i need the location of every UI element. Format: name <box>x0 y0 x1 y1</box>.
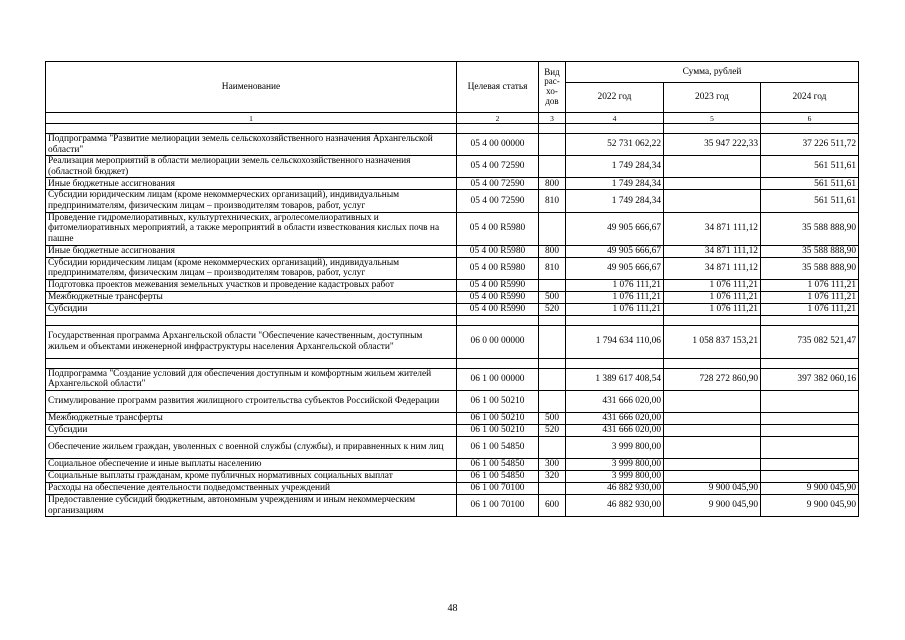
cell-vid: 600 <box>539 494 566 516</box>
cell-2022: 52 731 062,22 <box>566 134 664 156</box>
header-vid-line: хо- <box>546 86 558 96</box>
cell-vid <box>539 436 566 458</box>
cell-2022: 1 749 284,34 <box>566 190 664 212</box>
cell-2023: 34 871 111,12 <box>664 257 761 279</box>
table-row <box>46 291 859 303</box>
cell-target: 06 1 00 54850 <box>457 470 539 482</box>
cell-name: Иные бюджетные ассигнования <box>46 245 457 257</box>
cell-name: Расходы на обеспечение деятельности подведомственных учреждений <box>46 482 457 494</box>
cell-2023: 9 900 045,90 <box>664 494 761 516</box>
cell-vid: 520 <box>539 424 566 436</box>
spacer-cell <box>457 358 539 368</box>
table-row <box>46 412 859 424</box>
cell-name: Реализация мероприятий в области мелиорации земель сельскохозяйственного назначения (областной бюджет) <box>46 156 457 178</box>
cell-name: Подпрограмма "Создание условий для обеспечения доступным и комфортным жильем жителей Архангельской области" <box>46 368 457 390</box>
cell-2024 <box>761 436 859 458</box>
spacer-row <box>46 124 859 134</box>
spacer-cell <box>457 124 539 134</box>
cell-2024: 35 588 888,90 <box>761 212 859 245</box>
cell-target: 05 4 00 72590 <box>457 156 539 178</box>
spacer-cell <box>761 358 859 368</box>
cell-2023 <box>664 156 761 178</box>
cell-vid <box>539 134 566 156</box>
cell-2022: 1 749 284,34 <box>566 178 664 190</box>
cell-2024 <box>761 458 859 470</box>
cell-vid: 500 <box>539 291 566 303</box>
cell-2023 <box>664 470 761 482</box>
cell-name: Межбюджетные трансферты <box>46 291 457 303</box>
cell-2022: 1 076 111,21 <box>566 279 664 291</box>
spacer-row <box>46 358 859 368</box>
table-body <box>46 124 859 517</box>
spacer-cell <box>664 124 761 134</box>
column-number: 6 <box>761 113 859 124</box>
cell-2023: 728 272 860,90 <box>664 368 761 390</box>
spacer-cell <box>761 315 859 325</box>
cell-name: Предоставление субсидий бюджетным, автономным учреждениям и иным некоммерческим организациям <box>46 494 457 516</box>
table-row <box>46 436 859 458</box>
cell-2023 <box>664 424 761 436</box>
cell-2023: 34 871 111,12 <box>664 212 761 245</box>
cell-2023 <box>664 436 761 458</box>
cell-2023 <box>664 458 761 470</box>
header-year-2023: 2023 год <box>664 83 761 113</box>
cell-name: Субсидии юридическим лицам (кроме некоммерческих организаций), индивидуальным предпринимателям, физическим лицам – производителям товаров, работ, услуг <box>46 190 457 212</box>
cell-name: Подпрограмма "Развитие мелиорации земель сельскохозяйственного назначения Архангельской области" <box>46 134 457 156</box>
table-row <box>46 257 859 279</box>
cell-vid <box>539 279 566 291</box>
spacer-cell <box>566 124 664 134</box>
cell-target: 06 1 00 00000 <box>457 368 539 390</box>
header-vid-line: рас- <box>544 76 560 87</box>
cell-2022: 1 794 634 110,06 <box>566 325 664 358</box>
spacer-cell <box>566 315 664 325</box>
cell-vid: 300 <box>539 458 566 470</box>
spacer-cell <box>566 358 664 368</box>
cell-2023 <box>664 390 761 412</box>
table-row <box>46 178 859 190</box>
column-number: 5 <box>664 113 761 124</box>
cell-2024: 1 076 111,21 <box>761 303 859 315</box>
cell-2024: 1 076 111,21 <box>761 291 859 303</box>
cell-2024: 735 082 521,47 <box>761 325 859 358</box>
cell-2024 <box>761 412 859 424</box>
cell-2023: 1 058 837 153,21 <box>664 325 761 358</box>
cell-vid: 320 <box>539 470 566 482</box>
cell-2022: 431 666 020,00 <box>566 412 664 424</box>
cell-target: 06 0 00 00000 <box>457 325 539 358</box>
cell-vid: 500 <box>539 412 566 424</box>
cell-2022: 49 905 666,67 <box>566 245 664 257</box>
cell-target: 05 4 00 R5990 <box>457 279 539 291</box>
section-row <box>46 325 859 358</box>
spacer-cell <box>539 124 566 134</box>
cell-2024: 35 588 888,90 <box>761 245 859 257</box>
cell-2024: 9 900 045,90 <box>761 482 859 494</box>
cell-2024: 561 511,61 <box>761 178 859 190</box>
cell-vid <box>539 390 566 412</box>
cell-2022: 49 905 666,67 <box>566 257 664 279</box>
cell-name: Стимулирование программ развития жилищного строительства субъектов Российской Федерации <box>46 390 457 412</box>
cell-2023: 1 076 111,21 <box>664 303 761 315</box>
cell-target: 05 4 00 R5980 <box>457 212 539 245</box>
cell-2023: 35 947 222,33 <box>664 134 761 156</box>
header-vid <box>539 62 566 113</box>
header-sum: Сумма, рублей <box>566 62 859 83</box>
column-number: 4 <box>566 113 664 124</box>
header-target: Целевая статья <box>457 62 539 113</box>
cell-target: 05 4 00 72590 <box>457 178 539 190</box>
table-row <box>46 470 859 482</box>
cell-target: 06 1 00 50210 <box>457 412 539 424</box>
cell-vid <box>539 368 566 390</box>
cell-name: Государственная программа Архангельской области "Обеспечение качественным, доступным жильем и объектами инженерной инфраструктуры населения Архангельской области" <box>46 325 457 358</box>
cell-2022: 46 882 930,00 <box>566 482 664 494</box>
cell-2022: 1 389 617 408,54 <box>566 368 664 390</box>
cell-2024: 35 588 888,90 <box>761 257 859 279</box>
cell-2023: 1 076 111,21 <box>664 291 761 303</box>
cell-2022: 1 749 284,34 <box>566 156 664 178</box>
cell-name: Проведение гидромелиоративных, культуртехнических, агролесомелиоративных и фитомелиоративных мероприятий, а также мероприятий в области известкования кислых почв на пашне <box>46 212 457 245</box>
column-number: 2 <box>457 113 539 124</box>
header-year-2024: 2024 год <box>761 83 859 113</box>
cell-target: 05 4 00 R5980 <box>457 257 539 279</box>
cell-vid: 800 <box>539 245 566 257</box>
cell-2024: 37 226 511,72 <box>761 134 859 156</box>
cell-name: Субсидии <box>46 303 457 315</box>
table-row <box>46 303 859 315</box>
cell-target: 05 4 00 R5990 <box>457 291 539 303</box>
cell-name: Подготовка проектов межевания земельных участков и проведение кадастровых работ <box>46 279 457 291</box>
cell-2022: 46 882 930,00 <box>566 494 664 516</box>
spacer-cell <box>664 315 761 325</box>
section-row <box>46 134 859 156</box>
cell-vid: 800 <box>539 178 566 190</box>
spacer-cell <box>539 358 566 368</box>
cell-2024: 561 511,61 <box>761 190 859 212</box>
cell-2023 <box>664 178 761 190</box>
cell-vid <box>539 212 566 245</box>
cell-2022: 1 076 111,21 <box>566 303 664 315</box>
table-row <box>46 156 859 178</box>
cell-vid: 520 <box>539 303 566 315</box>
cell-2024: 561 511,61 <box>761 156 859 178</box>
cell-vid: 810 <box>539 190 566 212</box>
cell-target: 06 1 00 54850 <box>457 458 539 470</box>
cell-vid <box>539 156 566 178</box>
cell-target: 06 1 00 70100 <box>457 482 539 494</box>
cell-target: 06 1 00 50210 <box>457 390 539 412</box>
cell-vid: 810 <box>539 257 566 279</box>
cell-2024 <box>761 470 859 482</box>
table-row <box>46 212 859 245</box>
cell-target: 05 4 00 R5980 <box>457 245 539 257</box>
table-row <box>46 245 859 257</box>
section-row <box>46 368 859 390</box>
cell-name: Социальное обеспечение и иные выплаты населению <box>46 458 457 470</box>
cell-2023 <box>664 412 761 424</box>
header-vid-line: Вид <box>544 66 560 77</box>
cell-target: 06 1 00 50210 <box>457 424 539 436</box>
cell-2023 <box>664 190 761 212</box>
table-row <box>46 458 859 470</box>
cell-2024 <box>761 390 859 412</box>
header-year-2022: 2022 год <box>566 83 664 113</box>
cell-2022: 431 666 020,00 <box>566 390 664 412</box>
spacer-cell <box>46 124 457 134</box>
spacer-cell <box>664 358 761 368</box>
cell-target: 06 1 00 54850 <box>457 436 539 458</box>
table-row <box>46 279 859 291</box>
cell-name: Субсидии юридическим лицам (кроме некоммерческих организаций), индивидуальным предпринимателям, физическим лицам – производителям товаров, работ, услуг <box>46 257 457 279</box>
spacer-cell <box>457 315 539 325</box>
cell-2022: 431 666 020,00 <box>566 424 664 436</box>
cell-2022: 49 905 666,67 <box>566 212 664 245</box>
spacer-cell <box>46 315 457 325</box>
spacer-row <box>46 315 859 325</box>
spacer-cell <box>46 358 457 368</box>
cell-2024: 1 076 111,21 <box>761 279 859 291</box>
spacer-cell <box>539 315 566 325</box>
cell-2024: 9 900 045,90 <box>761 494 859 516</box>
page-number: 48 <box>447 603 458 614</box>
cell-target: 05 4 00 R5990 <box>457 303 539 315</box>
cell-2022: 3 999 800,00 <box>566 458 664 470</box>
cell-2023: 1 076 111,21 <box>664 279 761 291</box>
cell-2023: 34 871 111,12 <box>664 245 761 257</box>
cell-2023: 9 900 045,90 <box>664 482 761 494</box>
cell-target: 05 4 00 00000 <box>457 134 539 156</box>
column-number: 3 <box>539 113 566 124</box>
cell-target: 05 4 00 72590 <box>457 190 539 212</box>
table-row <box>46 494 859 516</box>
header-name: Наименование <box>46 62 457 113</box>
table-row <box>46 390 859 412</box>
cell-target: 06 1 00 70100 <box>457 494 539 516</box>
table-row <box>46 190 859 212</box>
cell-vid <box>539 325 566 358</box>
header-vid-line: дов <box>545 95 559 106</box>
cell-name: Иные бюджетные ассигнования <box>46 178 457 190</box>
budget-table <box>45 61 859 517</box>
column-number: 1 <box>46 113 457 124</box>
cell-vid <box>539 482 566 494</box>
cell-name: Обеспечение жильем граждан, уволенных с военной службы (службы), и приравненных к ним лиц <box>46 436 457 458</box>
table-row <box>46 424 859 436</box>
table-header <box>46 62 859 124</box>
table-row <box>46 482 859 494</box>
cell-2022: 1 076 111,21 <box>566 291 664 303</box>
cell-2022: 3 999 800,00 <box>566 436 664 458</box>
cell-name: Межбюджетные трансферты <box>46 412 457 424</box>
spacer-cell <box>761 124 859 134</box>
cell-2022: 3 999 800,00 <box>566 470 664 482</box>
cell-name: Социальные выплаты гражданам, кроме публичных нормативных социальных выплат <box>46 470 457 482</box>
cell-2024 <box>761 424 859 436</box>
cell-2024: 397 382 060,16 <box>761 368 859 390</box>
cell-name: Субсидии <box>46 424 457 436</box>
